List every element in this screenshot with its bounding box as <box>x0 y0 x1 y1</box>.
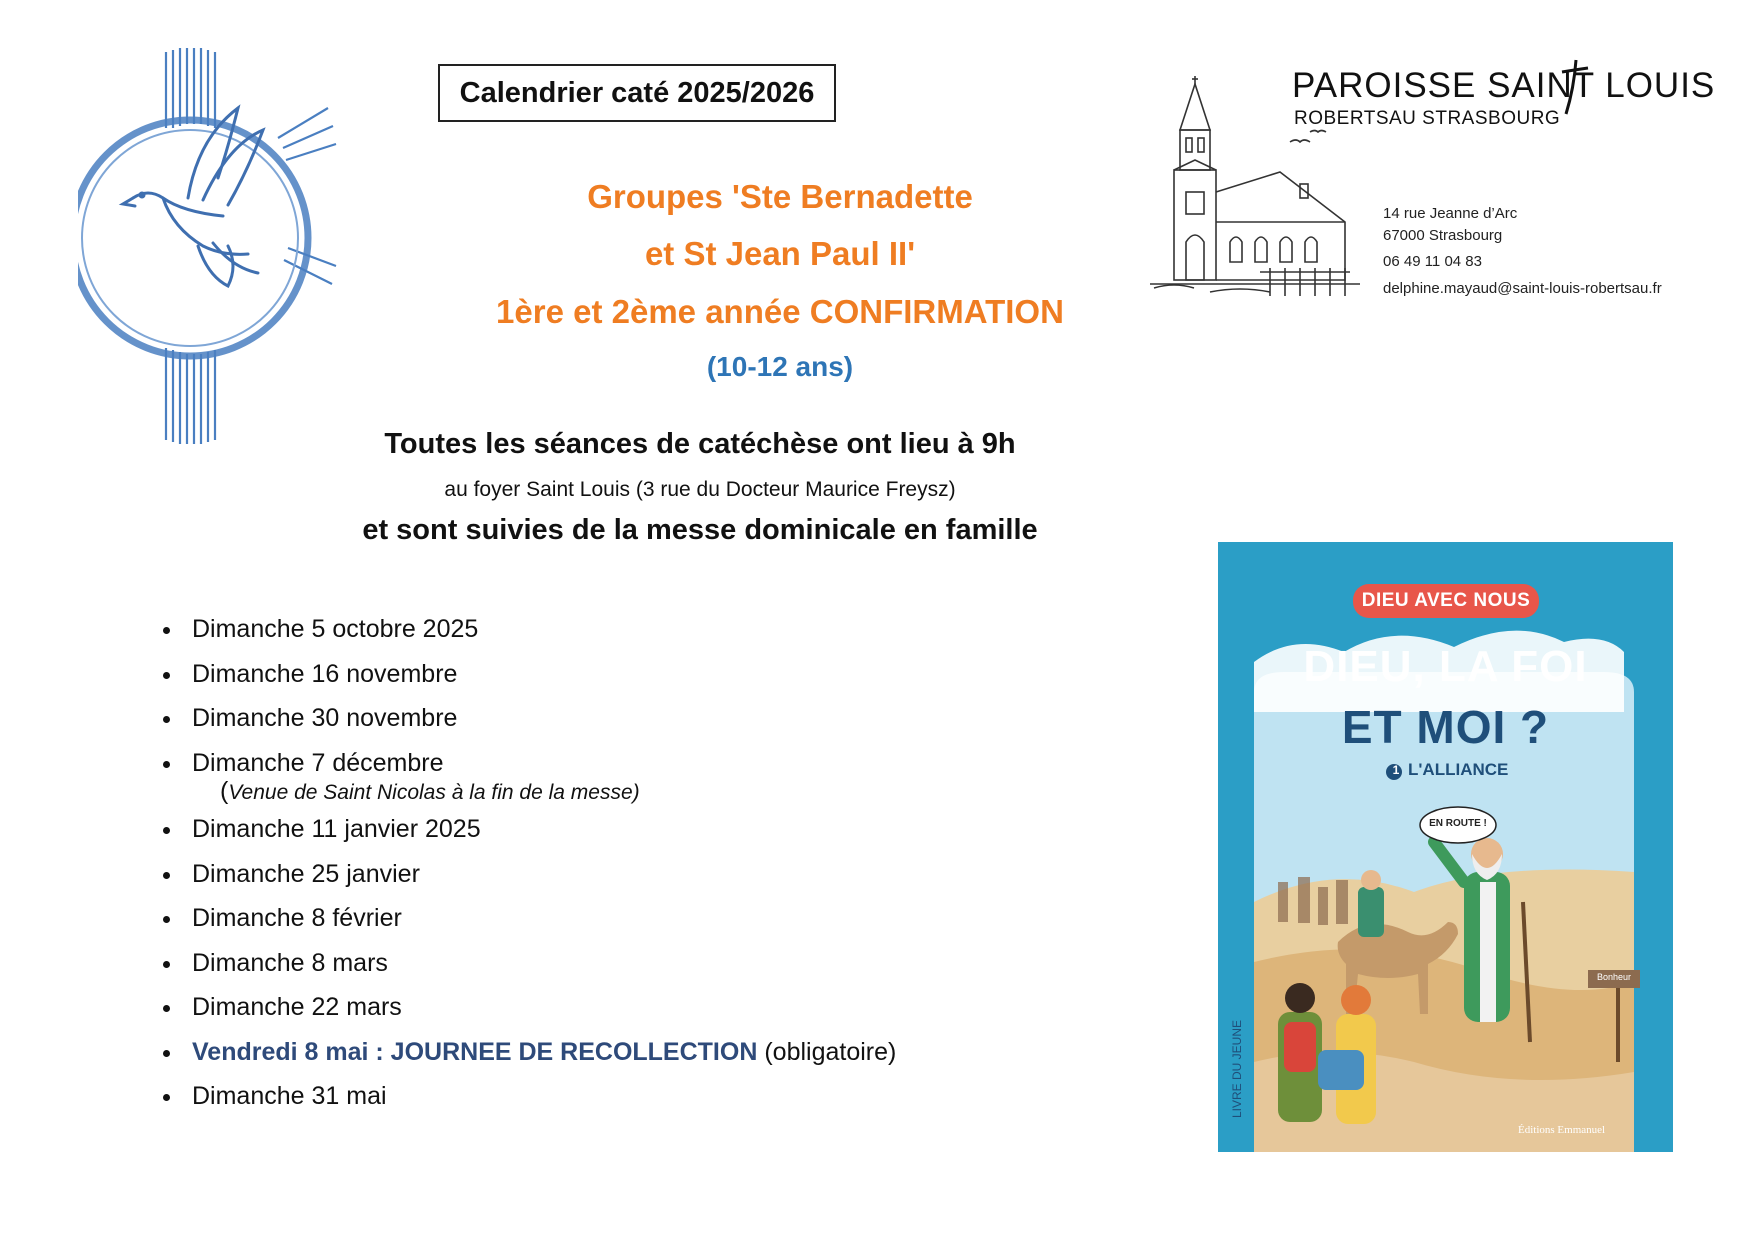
book-spine-label: LIVRE DU JEUNE <box>1230 1019 1244 1119</box>
age-range: (10-12 ans) <box>706 351 854 382</box>
list-item: Dimanche 25 janvier <box>160 859 1060 904</box>
recollection-highlight: Vendredi 8 mai : JOURNEE DE RECOLLECTION <box>192 1037 758 1066</box>
parish-name: PAROISSE SAINT LOUIS <box>1292 66 1716 105</box>
list-item: Dimanche 8 mars <box>160 948 1060 993</box>
cross-icon <box>1558 58 1590 116</box>
recollection-note: (obligatoire) <box>757 1037 897 1066</box>
note-text: Venue de Saint Nicolas à la fin de la messe) <box>228 781 640 804</box>
book-publisher: Éditions Emmanuel <box>1518 1124 1606 1136</box>
list-item-recollection <box>160 1037 1060 1082</box>
list-item: Dimanche 31 mai <box>160 1081 1060 1126</box>
book-cover <box>1218 542 1673 1152</box>
book-volume-number: 1 <box>1392 763 1400 777</box>
parish-subtitle: ROBERTSAU STRASBOURG <box>1294 108 1561 129</box>
group-heading-line2: et St Jean Paul II' <box>644 235 916 272</box>
mass-info: et sont suivies de la messe dominicale en famille <box>362 514 1038 546</box>
list-item: Dimanche 5 octobre 2025 <box>160 614 1060 659</box>
parish-email[interactable]: delphine.mayaud@saint-louis-robertsau.fr <box>1383 280 1662 297</box>
list-item: Dimanche 30 novembre <box>160 703 1060 748</box>
calendar-title: Calendrier caté 2025/2026 <box>438 64 836 122</box>
book-badge: DIEU AVEC NOUS <box>1361 590 1531 611</box>
list-item: Dimanche 11 janvier 2025 <box>160 814 1060 859</box>
book-cover-illustration <box>1218 542 1673 1152</box>
dates-list <box>160 614 1060 1126</box>
parish-address-street: 14 rue Jeanne d’Arc <box>1383 205 1518 222</box>
list-item: Dimanche 22 mars <box>160 992 1060 1037</box>
book-signpost: Bonheur <box>1596 972 1632 982</box>
group-heading-line3: 1ère et 2ème année CONFIRMATION <box>496 293 1064 330</box>
list-item: Dimanche 7 décembre <box>160 748 1060 793</box>
list-item: Dimanche 8 février <box>160 903 1060 948</box>
note-paren: ( <box>220 777 229 805</box>
session-location: au foyer Saint Louis (3 rue du Docteur Maurice Freysz) <box>444 478 956 501</box>
book-speech-bubble: EN ROUTE ! <box>1429 818 1487 829</box>
list-item: Dimanche 16 novembre <box>160 659 1060 704</box>
parish-phone: 06 49 11 04 83 <box>1383 253 1482 270</box>
book-volume: L'ALLIANCE <box>1408 760 1509 779</box>
session-time: Toutes les séances de catéchèse ont lieu à 9h <box>384 428 1016 460</box>
dove-logo <box>78 48 338 448</box>
parish-address-city: 67000 Strasbourg <box>1383 227 1503 244</box>
book-title-line2: ET MOI ? <box>1341 701 1550 753</box>
group-heading-line1: Groupes 'Ste Bernadette <box>587 178 973 215</box>
book-title-line1: DIEU, LA FOI <box>1303 642 1588 691</box>
